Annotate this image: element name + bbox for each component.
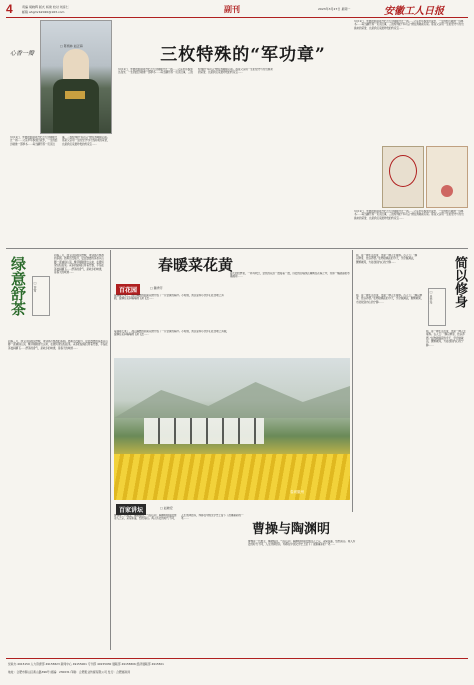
village-houses (144, 418, 264, 444)
jian-body-left: 简，是一种生活态度，更是一种人生境界。古人云：“静以修身，俭以养德。”在物欲横流的今天，学会做减法，删繁就简，方能找到内心的宁静…… (356, 254, 418, 264)
col-divider-right (352, 250, 353, 512)
jian-title: 简以修身 (452, 256, 467, 308)
green-tea-title: 绿意舒茶 (9, 256, 27, 316)
spring-body-right: 春天的田野里，一阵风吹过，金色的花浪一波接着一波，远处的白墙黛瓦掩映在花海之中，宛如一幅美丽的水墨画卷…… (230, 272, 350, 279)
lead-body-right-lower: 3月12日，外婆的雷锋同志纪念大会刚刚开过一周……父亲早年参加过战争，一生的经历就像一部厚书……每当翻开那一页页往事，三枚特殊的“军功章”便在我眼前闪亮。那是父亲用一生的坚守与付出换来的荣誉，也是我们家最珍贵的传家宝…… (354, 210, 464, 220)
green-tea-author-box (32, 276, 50, 316)
cao-column-tag: 百家讲坛 (116, 504, 146, 515)
certificate-image (426, 146, 468, 208)
spring-title: 春暖菜花黄 (158, 256, 234, 274)
rapeseed-field (114, 454, 350, 500)
date-line: 2023年3月27日 星期一 (318, 7, 351, 11)
certificate-seal (441, 185, 453, 197)
cao-title: 曹操与陶渊明 (252, 522, 331, 537)
cao-body-left: 曹操是一代雄主，横槊赋诗，气吞山河；陶渊明则是隐逸诗人之宗，采菊东篱，悠然南山。两人所处的时代不同，人生选择迥异，却都在中国文学史上留下了浓墨重彩的一笔…… (114, 514, 244, 521)
cao-body-right: 曹操是一代雄主，横槊赋诗，气吞山河；陶渊明则是隐逸诗人之宗，采菊东篱，悠然南山。两人所处的时代不同，人生选择迥异，却都在中国文学史上留下了浓墨重彩的一笔…… (248, 540, 356, 547)
green-tea-body: 初春三月，我又回到故乡舒城，来到那片熟悉的茶园。晨雾还没散尽，层层叠叠的茶垄从山脚一直铺到山顶，嫩芽刚刚冒出尖来，在微风里轻轻摇曳。采茶的姑娘们背着竹篓，手指在茶枝间翻飞……舒茶的香气，是故乡的味道，是春天的味道…… (8, 340, 108, 350)
lead-title: 三枚特殊的“军功章” (160, 45, 326, 65)
jian-body-lower: 简，是一种生活态度，更是一种人生境界。古人云：“静以修身，俭以养德。”在物欲横流的今天，学会做减法，删繁就简，方能找到内心的宁静…… (426, 330, 466, 347)
spring-body-left: 每逢春天来了，漫山遍野的油菜花便开成了一片金黄的海洋。小时候，我总爱和小伙伴们在田埂上奔跑，蜜蜂在花间嗡嗡地飞来飞去…… (114, 294, 224, 301)
photo-medals (65, 91, 85, 99)
jian-byline: □ 吕乔年 (429, 290, 433, 304)
page-header (6, 3, 468, 17)
portrait-image (382, 146, 424, 208)
section-title: 副刊 (224, 5, 240, 14)
lead-body: 3月12日，外婆的雷锋同志纪念大会刚刚开过一周……父亲早年参加过战争，一生的经历就像一部厚书……每当翻开那一页页往事，三枚特殊的“军功章”便在我眼前闪亮。那是父亲用一生的坚守与付出换来的荣誉，也是我们家最珍贵的传家宝…… (118, 68, 273, 75)
spring-column-tag: 百花园 (116, 284, 140, 295)
footer-line-2: 地址：合肥市蜀山区黄山路396号 邮编：230031 印刷：合肥报业传媒有限公司 发行：合肥邮政局 (8, 670, 131, 674)
spring-body-mid: 每逢春天来了，漫山遍野的油菜花便开成了一片金黄的海洋。小时候，我总爱和小伙伴们在田埂上奔跑，蜜蜂在花间嗡嗡地飞来飞去…… (114, 330, 229, 337)
village-photo (114, 358, 350, 500)
col-divider-left (110, 250, 111, 650)
jian-author-box (428, 288, 446, 326)
editors-line: 责编 胡晓辉 版式 杨建 校对 刘彦仁 (22, 5, 69, 9)
cao-byline: □ 赵晓宏 (160, 506, 173, 510)
spring-byline: □ 魏秀芳 (150, 286, 163, 290)
jian-body: 简，是一种生活态度，更是一种人生境界。古人云：“静以修身，俭以养德。”在物欲横流的今天，学会做减法，删繁就简，方能找到内心的宁静…… (356, 294, 424, 304)
lead-byline: □ 陈炳林 赵正海 (60, 44, 83, 48)
portrait-frame (389, 155, 417, 187)
footer-rule (6, 658, 468, 659)
page-number: 4 (6, 2, 13, 16)
photo-figure (63, 49, 89, 83)
green-tea-body-top: 初春三月，我又回到故乡舒城，来到那片熟悉的茶园。晨雾还没散尽，层层叠叠的茶垄从山脚一直铺到山顶，嫩芽刚刚冒出尖来，在微风里轻轻摇曳。采茶的姑娘们背着竹篓，手指在茶枝间翻飞……舒茶的香气，是故乡的味道，是春天的味道…… (54, 254, 104, 275)
lead-photo (40, 20, 112, 134)
mountain-shape (114, 378, 350, 418)
footer-line-1: 党政办 4915150 人力资源部 49155823 新闻中心 49155001 专刊部 49155930 通联部 49155806 经济通联部 4915501 (8, 662, 164, 666)
masthead: 安徽工人日报 (384, 6, 444, 17)
lead-column-tag: 心香一瓣 (10, 50, 35, 57)
green-tea-byline: □ 许雪 (33, 281, 37, 292)
photo-uniform (53, 79, 99, 133)
email-line: 邮箱 ahgmrb2020@163.com (22, 10, 65, 14)
header-rule (6, 17, 468, 18)
photo-caption: 春到徽州 (290, 490, 304, 494)
lead-body-right: 3月12日，外婆的雷锋同志纪念大会刚刚开过一周……父亲早年参加过战争，一生的经历就像一部厚书……每当翻开那一页页往事，三枚特殊的“军功章”便在我眼前闪亮。那是父亲用一生的坚守与付出换来的荣誉，也是我们家最珍贵的传家宝…… (354, 20, 464, 30)
lead-body-left: 3月12日，外婆的雷锋同志纪念大会刚刚开过一周……父亲早年参加过战争，一生的经历就像一部厚书……每当翻开那一页页往事，三枚特殊的“军功章”便在我眼前闪亮。那是父亲用一生的坚守与付出换来的荣誉，也是我们家最珍贵的传家宝…… (10, 136, 110, 146)
section-divider (6, 248, 468, 249)
